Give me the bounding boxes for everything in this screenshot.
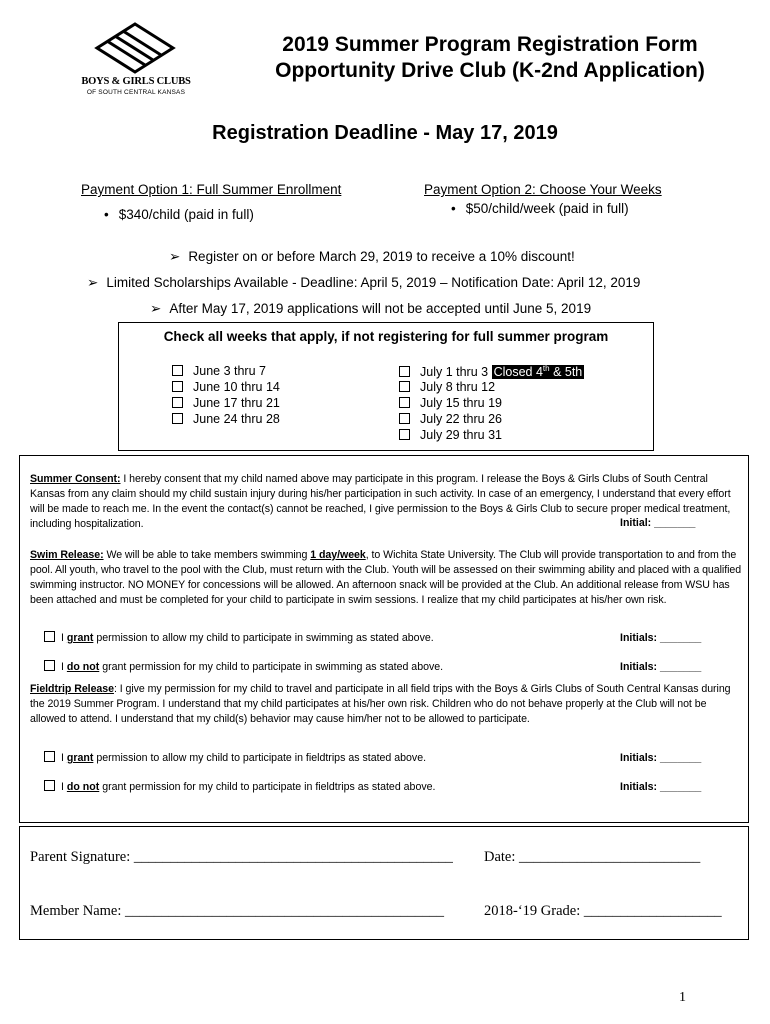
week-june-10[interactable]: June 10 thru 14 [172,380,280,394]
parent-signature-field[interactable]: Parent Signature: ____________________________________________ [30,849,453,865]
checkbox-icon [399,381,410,392]
summer-consent-paragraph: Summer Consent: I hereby consent that my child named above may participate in this program. I release the Boys & Girls Clubs of South Central Kansas from any claim should my child sustain injury during his/her participation in such activity. In case of an emergency, I understand that every effort will be made to reach me. In the event the contact(s) cannot be reached, I give permission to the Boys & Girls Club to secure proper medical treatment, including hospitalization. [30,473,731,530]
club-logo-icon [93,22,177,74]
form-title-line1: 2019 Summer Program Registration Form [282,33,698,56]
week-july-15[interactable]: July 15 thru 19 [399,396,502,410]
checkbox-icon [172,365,183,376]
consent-section [19,455,749,823]
checkbox-icon [44,660,55,671]
checkbox-icon [172,397,183,408]
swim-grant-option[interactable]: I grant permission to allow my child to participate in swimming as stated above. [44,631,434,644]
arrow-bullet-icon: ➢ [169,249,181,264]
note-discount: ➢ Register on or before March 29, 2019 to receive a 10% discount! [169,249,575,264]
arrow-bullet-icon: ➢ [150,301,162,316]
arrow-bullet-icon: ➢ [87,275,99,290]
payment-option-2-label: Payment Option 2: Choose Your Weeks [424,182,662,197]
note-late-applications: ➢ After May 17, 2019 applications will not be accepted until June 5, 2019 [150,301,592,316]
form-title-line2: Opportunity Drive Club (K-2nd Application) [275,59,705,82]
checkbox-icon [399,413,410,424]
swim-deny-initials[interactable]: Initials: _______ [620,661,702,673]
checkbox-icon [399,397,410,408]
page-number: 1 [679,990,686,1005]
swim-release-paragraph: Swim Release: We will be able to take members swimming 1 day/week, to Wichita State University. The Club will provide transportation to and from the pool. All youth, who travel to the pool with the Club, must return with the Club. Youth will be assessed on their swimming ability and placed with a qualified swimming instructor. NO MONEY for concessions will be allowed. An afternoon snack will be provided at the Club. An additional release from WSU has been attached and must be completed for your child to participate in swim sessions. I realize that my child participates at his/her own risk. [30,549,742,606]
member-name-field[interactable]: Member Name: ____________________________________________ [30,903,445,919]
payment-option-1-price: • $340/child (paid in full) [104,207,254,222]
checkbox-icon [44,751,55,762]
fieldtrip-release-paragraph: Fieldtrip Release: I give my permission for my child to travel and participate in all field trips with the Boys & Girls Clubs of South Central Kansas during the 2019 Summer Program. I understand that my child participates at his/her own risk. Children who do not behave properly at the Club will not be allowed to attend. I understand that my child(s) behavior may cause him/her not to be allowed to participate. [30,683,731,725]
checkbox-icon [44,631,55,642]
payment-option-1-label: Payment Option 1: Full Summer Enrollment [81,182,342,197]
logo-subtitle: OF SOUTH CENTRAL KANSAS [86,89,186,96]
week-june-17[interactable]: June 17 thru 21 [172,396,280,410]
payment-option-2-price: • $50/child/week (paid in full) [451,201,629,216]
week-july-29[interactable]: July 29 thru 31 [399,428,502,442]
logo-name: BOYS & GIRLS CLUBS [81,76,191,87]
swim-deny-option[interactable]: I do not grant permission for my child to participate in swimming as stated above. [44,660,443,673]
week-june-3[interactable]: June 3 thru 7 [172,364,266,378]
fieldtrip-deny-option[interactable]: I do not grant permission for my child to participate in fieldtrips as stated above. [44,780,435,793]
swim-grant-initials[interactable]: Initials: _______ [620,632,702,644]
checkbox-icon [172,413,183,424]
fieldtrip-grant-option[interactable]: I grant permission to allow my child to participate in fieldtrips as stated above. [44,751,426,764]
weeks-header: Check all weeks that apply, if not registering for full summer program [163,329,609,344]
fieldtrip-grant-initials[interactable]: Initials: _______ [620,752,702,764]
week-june-24[interactable]: June 24 thru 28 [172,412,280,426]
weeks-selection-box [118,322,654,451]
week-july-22[interactable]: July 22 thru 26 [399,412,502,426]
note-scholarships: ➢ Limited Scholarships Available - Deadline: April 5, 2019 – Notification Date: April 12, 2019 [87,275,641,290]
checkbox-icon [399,429,410,440]
signature-section [19,826,749,940]
summer-consent-initial[interactable]: Initial: _______ [620,517,696,529]
checkbox-icon [172,381,183,392]
checkbox-icon [399,366,410,377]
date-field[interactable]: Date: _________________________ [484,849,701,865]
grade-field[interactable]: 2018-‘19 Grade: ___________________ [484,903,722,919]
week-july-1[interactable]: July 1 thru 3 Closed 4th & 5th [399,364,584,379]
fieldtrip-deny-initials[interactable]: Initials: _______ [620,781,702,793]
week-july-8[interactable]: July 8 thru 12 [399,380,495,394]
closed-notice: Closed 4th & 5th [493,364,583,380]
club-logo [66,22,206,100]
checkbox-icon [44,780,55,791]
registration-deadline: Registration Deadline - May 17, 2019 [212,122,558,144]
